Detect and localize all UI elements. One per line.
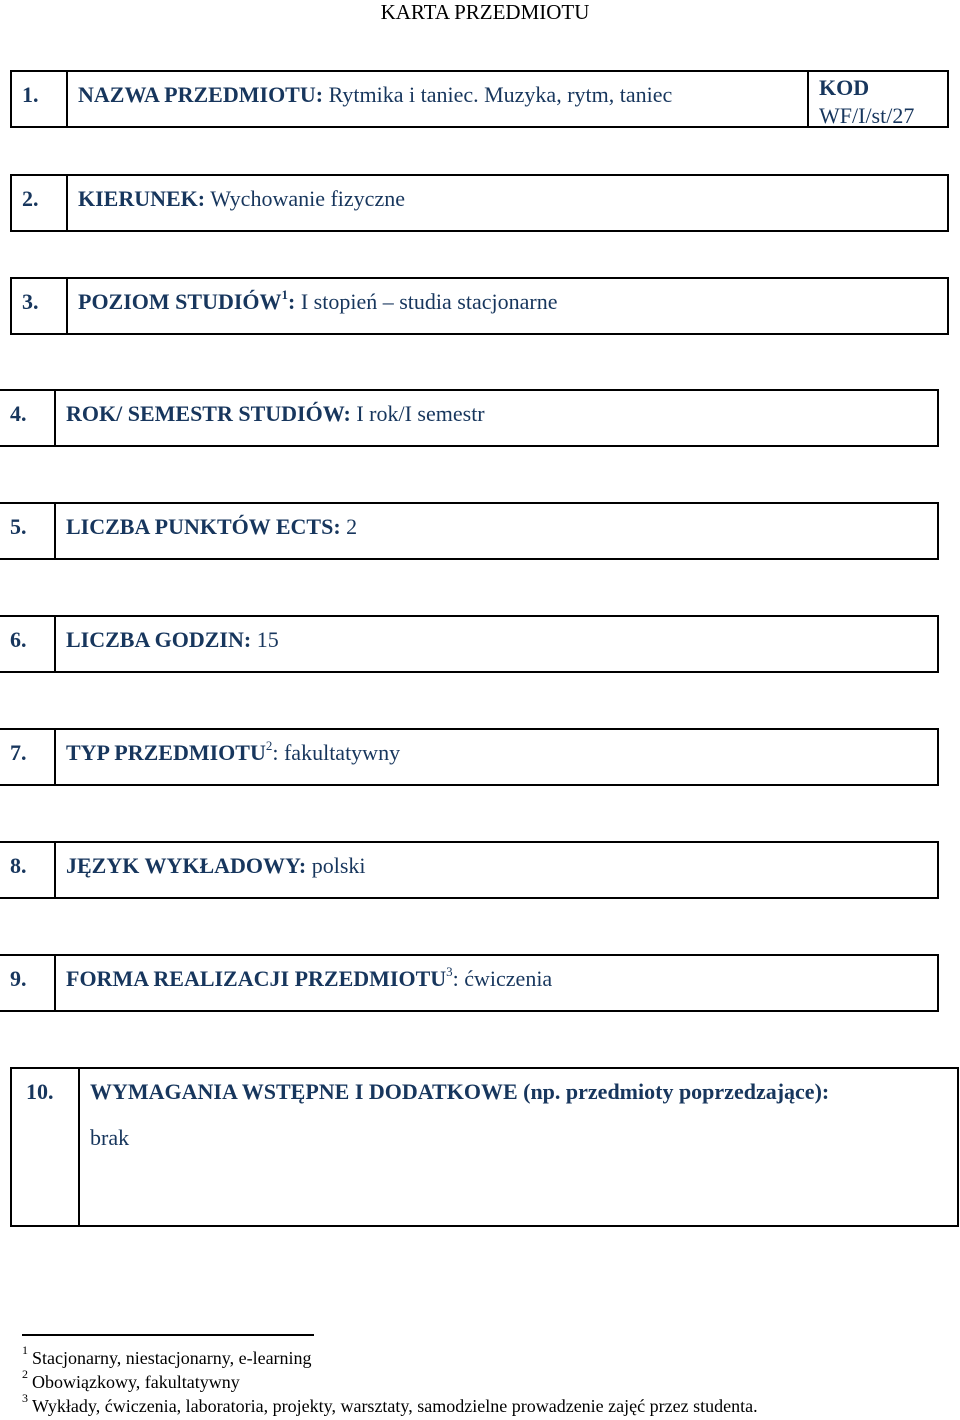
footnote-text: Obowiązkowy, fakultatywny bbox=[32, 1372, 240, 1392]
row-text bbox=[90, 1079, 829, 1105]
row-text bbox=[66, 853, 366, 879]
section-course-name bbox=[10, 70, 949, 128]
row-text bbox=[66, 401, 485, 427]
row-value: Rytmika i taniec. Muzyka, rytm, taniec bbox=[328, 82, 673, 107]
footnote bbox=[22, 1391, 758, 1418]
section-hours bbox=[0, 615, 939, 673]
row-number: 8. bbox=[0, 843, 56, 897]
row-number: 2. bbox=[12, 176, 68, 230]
course-code-label: KOD bbox=[819, 75, 870, 100]
section-year-semester bbox=[0, 389, 939, 447]
row-number: 5. bbox=[0, 504, 56, 558]
section-study-level bbox=[10, 277, 949, 335]
footnote-text: Stacjonarny, niestacjonarny, e-learning bbox=[32, 1348, 312, 1368]
row-value: Wychowanie fizyczne bbox=[210, 186, 405, 211]
footnote-text: Wykłady, ćwiczenia, laboratoria, projekty, warsztaty, samodzielne prowadzenie zajęć przez studenta. bbox=[32, 1396, 758, 1416]
row-text bbox=[66, 514, 357, 540]
footnote bbox=[22, 1367, 240, 1394]
row-value: 15 bbox=[256, 627, 279, 652]
footnote-ref: 1 bbox=[281, 286, 289, 302]
row-text bbox=[78, 82, 672, 108]
row-text bbox=[66, 627, 279, 653]
row-value: brak bbox=[90, 1125, 130, 1150]
footnote-ref: 2 bbox=[265, 737, 273, 753]
row-label-end: : bbox=[452, 966, 459, 991]
footnote-number: 1 bbox=[22, 1343, 28, 1357]
footnote-separator bbox=[22, 1334, 314, 1336]
row-label: JĘZYK WYKŁADOWY: bbox=[66, 853, 307, 878]
row-text bbox=[78, 186, 405, 212]
row-label: FORMA REALIZACJI PRZEDMIOTU bbox=[66, 966, 447, 991]
row-label: POZIOM STUDIÓW bbox=[78, 289, 282, 314]
course-code-value: WF/I/st/27 bbox=[819, 103, 915, 128]
row-label: KIERUNEK: bbox=[78, 186, 206, 211]
course-code-cell bbox=[807, 72, 947, 126]
row-text bbox=[66, 737, 401, 766]
row-label: NAZWA PRZEDMIOTU: bbox=[78, 82, 324, 107]
footnote-ref: 3 bbox=[446, 963, 453, 979]
section-course-type bbox=[0, 728, 939, 786]
row-value: polski bbox=[311, 853, 366, 878]
row-label: LICZBA PUNKTÓW ECTS: bbox=[66, 514, 341, 539]
row-number: 6. bbox=[0, 617, 56, 671]
section-language bbox=[0, 841, 939, 899]
section-ects bbox=[0, 502, 939, 560]
section-prerequisites bbox=[10, 1067, 959, 1227]
section-field-of-study bbox=[10, 174, 949, 232]
row-label-end: : bbox=[288, 289, 296, 314]
row-number: 10. bbox=[12, 1069, 80, 1225]
row-text bbox=[66, 963, 553, 992]
page-title: KARTA PRZEDMIOTU bbox=[380, 0, 590, 24]
row-label-end: : bbox=[272, 740, 279, 765]
row-value: I rok/I semestr bbox=[356, 401, 485, 426]
row-number: 1. bbox=[12, 72, 68, 126]
row-number: 4. bbox=[0, 391, 56, 445]
row-number: 3. bbox=[12, 279, 68, 333]
row-label: WYMAGANIA WSTĘPNE I DODATKOWE (np. przedmioty poprzedzające): bbox=[90, 1079, 830, 1104]
footnote bbox=[22, 1343, 312, 1370]
row-value: fakultatywny bbox=[283, 740, 401, 765]
row-label: TYP PRZEDMIOTU bbox=[66, 740, 266, 765]
row-value: 2 bbox=[346, 514, 358, 539]
row-label: LICZBA GODZIN: bbox=[66, 627, 252, 652]
row-text bbox=[78, 286, 558, 315]
row-label: ROK/ SEMESTR STUDIÓW: bbox=[66, 401, 351, 426]
row-number: 9. bbox=[0, 956, 56, 1010]
row-value: ćwiczenia bbox=[464, 966, 553, 991]
footnote-number: 2 bbox=[22, 1367, 28, 1381]
row-value: I stopień – studia stacjonarne bbox=[300, 289, 558, 314]
footnote-number: 3 bbox=[22, 1391, 28, 1405]
row-number: 7. bbox=[0, 730, 56, 784]
section-delivery-form bbox=[0, 954, 939, 1012]
